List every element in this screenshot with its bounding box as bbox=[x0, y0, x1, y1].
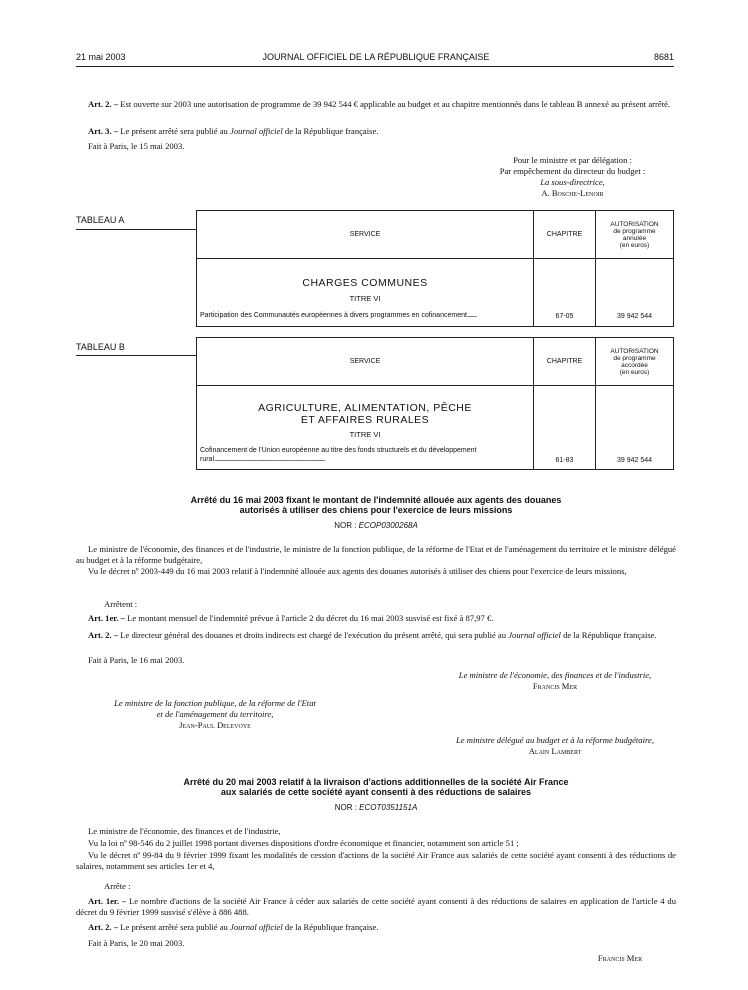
arrete1-art2-italic: Journal officiel bbox=[508, 630, 561, 640]
tableau-b-header-row bbox=[197, 338, 674, 386]
arrete2-sig-name: Francis Mer bbox=[597, 953, 643, 963]
sig-name: Jean-Paul Delevoye bbox=[179, 720, 251, 730]
tableau-b bbox=[196, 337, 674, 470]
tableau-b-service-cell bbox=[197, 386, 534, 470]
sig-name: Francis Mer bbox=[532, 681, 578, 691]
arrete2-p3: Vu le décret nº 99-84 du 9 février 1999 fixant les modalités de cession d'actions de la société Air France aux salariés de cette société ayant consenti à des réductions de salaires, notamment ses articles 1er et 4, bbox=[76, 850, 676, 871]
arrete1-nor-code: ECOP0300268A bbox=[358, 521, 418, 530]
sig-title-line2: et de l'aménagement du territoire, bbox=[156, 709, 274, 719]
prev-art2 bbox=[76, 99, 676, 110]
col-ap-line2: de programme bbox=[613, 227, 656, 235]
col-ap-line3: accordée bbox=[621, 361, 648, 369]
tableau-b-line-text1: Cofinancement de l'Union européenne au titre des fonds structurels et du développement bbox=[200, 447, 477, 454]
tableau-b-section-line2: ET AFFAIRES RURALES bbox=[300, 414, 430, 426]
tableau-a-montant: 39 942 544 bbox=[596, 259, 674, 327]
tableau-b-rule bbox=[76, 355, 196, 356]
tableau-b-line2 bbox=[200, 455, 530, 464]
arrete2-p1: Le ministre de l'économie, des finances et de l'industrie, bbox=[88, 826, 281, 836]
arrete1-title bbox=[76, 495, 676, 515]
tableau-a bbox=[196, 210, 674, 327]
sig-title: Le ministre de l'économie, des finances et de l'industrie, bbox=[458, 670, 652, 680]
arrete2-arrete: Arrête : bbox=[104, 881, 131, 891]
tableau-a-label: TABLEAU A bbox=[76, 215, 125, 225]
sig-title: Le ministre délégué au budget et à la réforme budgétaire, bbox=[456, 735, 654, 745]
arrete1-art1-text: Le montant mensuel de l'indemnité prévue à l'article 2 du décret du 16 mai 2003 susvisé est fixé à 87,97 €. bbox=[127, 613, 494, 623]
arrete1-art2-after: de la République française. bbox=[563, 630, 657, 640]
arrete2-art2-before: Le présent arrêté sera publié au bbox=[120, 922, 228, 932]
col-ap-line3: annulée bbox=[622, 234, 647, 242]
arrete2-fait: Fait à Paris, le 20 mai 2003. bbox=[88, 938, 185, 948]
arrete2-title-line1: Arrêté du 20 mai 2003 relatif à la livraison d'actions additionnelles de la société Air France bbox=[183, 777, 569, 787]
arrete1-title-line2: autorisés à utiliser des chiens pour l'exercice de leurs missions bbox=[239, 505, 513, 515]
col-ap-line1: AUTORISATION bbox=[610, 220, 659, 228]
col-ap-line4: (en euros) bbox=[619, 241, 650, 249]
arrete1-nor bbox=[76, 521, 676, 530]
tableau-a-rule bbox=[76, 229, 196, 230]
header-date: 21 mai 2003 bbox=[76, 52, 126, 62]
arrete2-art2 bbox=[76, 922, 676, 933]
leader-dots: ..................................................................................................................... bbox=[214, 456, 325, 463]
arrete2-nor-label: NOR : bbox=[334, 803, 357, 812]
arrete1-p1: Le ministre de l'économie, des finances et de l'industrie, le ministre de la fonction publique, de la réforme de l'Etat et de l'aménagement du territoire et le ministre délégué au budget et à la réforme budgétaire, bbox=[76, 544, 676, 565]
arrete1-art1-label: Art. 1er. – bbox=[88, 613, 125, 623]
page-number: 8681 bbox=[653, 52, 674, 62]
prev-sig-line4: A. Bosche-Lenoir bbox=[541, 188, 604, 198]
arrete2-title-line2: aux salariés de cette société ayant consenti à des réductions de salaires bbox=[220, 787, 532, 797]
arrete1-nor-label: NOR : bbox=[334, 521, 357, 530]
col-ap-line2: de programme bbox=[613, 354, 656, 362]
arrete2-nor bbox=[76, 803, 676, 812]
arrete1-art1 bbox=[76, 613, 676, 624]
arrete2-nor-code: ECOT0351151A bbox=[359, 803, 418, 812]
tableau-b-label: TABLEAU B bbox=[76, 342, 125, 352]
tableau-b-section-line1: AGRICULTURE, ALIMENTATION, PÊCHE bbox=[258, 402, 472, 414]
col-chapitre-header: CHAPITRE bbox=[534, 338, 596, 386]
arrete1-title-line1: Arrêté du 16 mai 2003 fixant le montant de l'indemnité allouée aux agents des douanes bbox=[190, 495, 562, 505]
arrete2-art2-label: Art. 2. – bbox=[88, 922, 119, 932]
tableau-a-service-cell bbox=[197, 259, 534, 327]
tableau-b-line-text2: rural bbox=[200, 456, 215, 463]
prev-art3-italic: Journal officiel bbox=[230, 126, 283, 136]
tableau-a-chapitre: 67-05 bbox=[534, 259, 596, 327]
prev-signature bbox=[470, 155, 675, 199]
arrete1-p2: Vu le décret nº 2003-449 du 16 mai 2003 relatif à l'indemnité allouée aux agents des douanes autorisés à utiliser des chiens pour l'exercice de leurs missions, bbox=[88, 566, 627, 576]
col-ap-header bbox=[596, 211, 674, 259]
arrete2-art1-text: Le nombre d'actions de la société Air France à céder aux salariés de cette société ayant consenti à des réductions de salaires en application de l'article 4 du décret du 9 février 1999 susvisé s'élève à 886 488. bbox=[76, 896, 676, 917]
arrete1-art2-before: Le directeur général des douanes et droits indirects est chargé de l'exécution du présent arrêté, qui sera publié au bbox=[120, 630, 507, 640]
prev-art2-text: Est ouverte sur 2003 une autorisation de programme de 39 942 544 € applicable au budget et au chapitre mentionnés dans le tableau B annexé au présent arrêté. bbox=[120, 99, 671, 109]
sig-name: Alain Lambert bbox=[528, 746, 582, 756]
prev-art2-label: Art. 2. – bbox=[88, 99, 119, 109]
arrete1-sig-right2 bbox=[385, 735, 725, 757]
col-ap-header bbox=[596, 338, 674, 386]
arrete2-art1-label: Art. 1er. – bbox=[88, 896, 127, 906]
tableau-b-montant: 39 942 544 bbox=[596, 386, 674, 470]
col-ap-line4: (en euros) bbox=[619, 368, 650, 376]
tableau-a-titre: TITRE VI bbox=[349, 294, 381, 303]
arrete1-sig-right1 bbox=[390, 670, 720, 692]
prev-sig-line1: Pour le ministre et par délégation : bbox=[513, 155, 632, 165]
arrete2-art2-italic: Journal officiel bbox=[230, 922, 283, 932]
header-rule bbox=[76, 66, 674, 67]
arrete2-title bbox=[76, 777, 676, 797]
arrete1-arretent: Arrêtent : bbox=[104, 599, 138, 609]
sig-title-line1: Le ministre de la fonction publique, de la réforme de l'Etat bbox=[114, 698, 316, 708]
tableau-b-body-row bbox=[197, 386, 674, 470]
arrete2-art1 bbox=[76, 896, 676, 918]
arrete2-p2: Vu la loi nº 98-546 du 2 juillet 1998 portant diverses dispositions d'ordre économique et financier, notamment son article 51 ; bbox=[88, 838, 519, 848]
tableau-a-body-row bbox=[197, 259, 674, 327]
header-title: JOURNAL OFFICIEL DE LA RÉPUBLIQUE FRANÇAISE bbox=[262, 52, 490, 62]
col-service-header: SERVICE bbox=[197, 211, 534, 259]
arrete1-sig-left bbox=[70, 698, 360, 731]
prev-sig-line2: Par empêchement du directeur du budget : bbox=[499, 166, 646, 176]
tableau-a-header-row bbox=[197, 211, 674, 259]
prev-art3-after: de la République française. bbox=[284, 126, 379, 136]
tableau-a-line bbox=[200, 311, 530, 320]
tableau-b-titre: TITRE VI bbox=[349, 430, 381, 439]
col-ap-line1: AUTORISATION bbox=[610, 347, 659, 355]
col-service-header: SERVICE bbox=[197, 338, 534, 386]
tableau-a-line-text: Participation des Communautés européennes à divers programmes en cofinancement bbox=[200, 312, 467, 319]
tableau-a-section: CHARGES COMMUNES bbox=[302, 277, 428, 289]
prev-fait: Fait à Paris, le 15 mai 2003. bbox=[88, 141, 185, 151]
arrete1-art2-label: Art. 2. – bbox=[88, 630, 119, 640]
arrete1-fait: Fait à Paris, le 16 mai 2003. bbox=[88, 655, 185, 665]
leader-dots: .......... bbox=[466, 312, 477, 319]
tableau-b-chapitre: 61-83 bbox=[534, 386, 596, 470]
prev-art3-before: Le présent arrêté sera publié au bbox=[120, 126, 228, 136]
arrete1-art2 bbox=[76, 630, 676, 641]
arrete2-art2-after: de la République française. bbox=[284, 922, 379, 932]
prev-art3 bbox=[76, 126, 676, 137]
col-chapitre-header: CHAPITRE bbox=[534, 211, 596, 259]
prev-art3-label: Art. 3. – bbox=[88, 126, 119, 136]
prev-sig-line3: La sous-directrice, bbox=[540, 177, 605, 187]
